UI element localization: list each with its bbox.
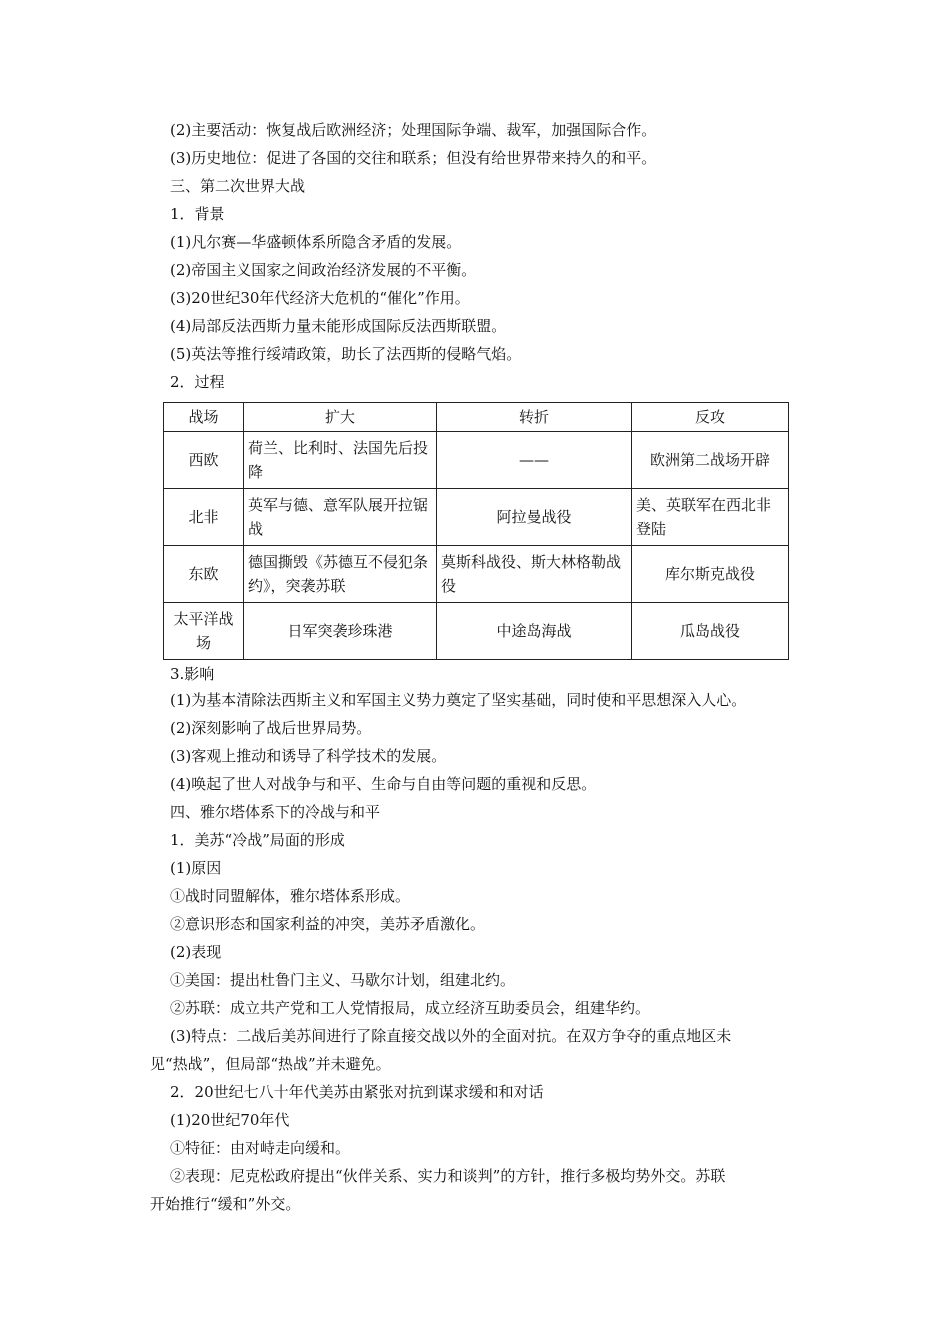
- text-line: ②苏联：成立共产党和工人党情报局，成立经济互助委员会，组建华约。: [170, 999, 651, 1017]
- text-line: (1)20世纪70年代: [170, 1111, 290, 1129]
- text-line: (3)历史地位：促进了各国的交往和联系；但没有给世界带来持久的和平。: [170, 149, 657, 167]
- table-cell: 欧洲第二战场开辟: [632, 432, 789, 489]
- table-cell: 中途岛海战: [437, 603, 632, 660]
- table-row: [164, 489, 789, 546]
- table-cell: 西欧: [164, 432, 244, 489]
- table-header-cell: 转折: [437, 403, 632, 432]
- section-heading: 四、雅尔塔体系下的冷战与和平: [170, 803, 381, 821]
- text-line: (1)原因: [170, 859, 222, 877]
- table-cell: 北非: [164, 489, 244, 546]
- text-line: ①战时同盟解体，雅尔塔体系形成。: [170, 887, 411, 905]
- table-cell: 美、英联军在西北非登陆: [632, 489, 789, 546]
- text-line: ①特征：由对峙走向缓和。: [170, 1139, 351, 1157]
- text-line: (3)客观上推动和诱导了科学技术的发展。: [170, 747, 447, 765]
- text-line: (3)20世纪30年代经济大危机的“催化”作用。: [170, 289, 470, 307]
- subsection-heading: 2．20世纪七八十年代美苏由紧张对抗到谋求缓和和对话: [170, 1083, 544, 1101]
- subsection-heading: 2．过程: [170, 373, 225, 391]
- table-row: [164, 546, 789, 603]
- text-line: (3)特点：二战后美苏间进行了除直接交战以外的全面对抗。在双方争夺的重点地区未: [170, 1027, 732, 1045]
- text-line: (2)主要活动：恢复战后欧洲经济；处理国际争端、裁军，加强国际合作。: [170, 121, 657, 139]
- table-cell: 瓜岛战役: [632, 603, 789, 660]
- text-line: ②意识形态和国家利益的冲突，美苏矛盾激化。: [170, 915, 486, 933]
- table-row: [164, 432, 789, 489]
- text-line: (1)凡尔赛—华盛顿体系所隐含矛盾的发展。: [170, 233, 462, 251]
- table-cell: 德国撕毁《苏德互不侵犯条约》，突袭苏联: [244, 546, 437, 603]
- text-line: 开始推行“缓和”外交。: [150, 1195, 301, 1213]
- war-process-table: [163, 402, 789, 660]
- text-line: (4)局部反法西斯力量未能形成国际反法西斯联盟。: [170, 317, 507, 335]
- table-cell: ——: [437, 432, 632, 489]
- table-cell: 东欧: [164, 546, 244, 603]
- table-cell: 荷兰、比利时、法国先后投降: [244, 432, 437, 489]
- table-cell: 莫斯科战役、斯大林格勒战役: [437, 546, 632, 603]
- table-header-row: [164, 403, 789, 432]
- subsection-heading: 1．背景: [170, 205, 225, 223]
- subsection-heading: 1．美苏“冷战”局面的形成: [170, 831, 345, 849]
- table-cell: 太平洋战场: [164, 603, 244, 660]
- text-line: (2)表现: [170, 943, 222, 961]
- table-cell: 库尔斯克战役: [632, 546, 789, 603]
- table-header-cell: 反攻: [632, 403, 789, 432]
- table-row: [164, 603, 789, 660]
- text-line: (1)为基本清除法西斯主义和军国主义势力奠定了坚实基础，同时使和平思想深入人心。: [170, 691, 747, 709]
- text-line: (2)深刻影响了战后世界局势。: [170, 719, 372, 737]
- text-line: (5)英法等推行绥靖政策，助长了法西斯的侵略气焰。: [170, 345, 522, 363]
- subsection-heading: 3.影响: [170, 665, 215, 683]
- text-line: ①美国：提出杜鲁门主义、马歇尔计划，组建北约。: [170, 971, 516, 989]
- text-line: ②表现：尼克松政府提出“伙伴关系、实力和谈判”的方针，推行多极均势外交。苏联: [170, 1167, 726, 1185]
- section-heading: 三、第二次世界大战: [170, 177, 306, 195]
- table-header-cell: 扩大: [244, 403, 437, 432]
- table-cell: 英军与德、意军队展开拉锯战: [244, 489, 437, 546]
- table-header-cell: 战场: [164, 403, 244, 432]
- text-line: 见“热战”，但局部“热战”并未避免。: [150, 1055, 391, 1073]
- table-cell: 阿拉曼战役: [437, 489, 632, 546]
- text-line: (2)帝国主义国家之间政治经济发展的不平衡。: [170, 261, 477, 279]
- table-cell: 日军突袭珍珠港: [244, 603, 437, 660]
- text-line: (4)唤起了世人对战争与和平、生命与自由等问题的重视和反思。: [170, 775, 597, 793]
